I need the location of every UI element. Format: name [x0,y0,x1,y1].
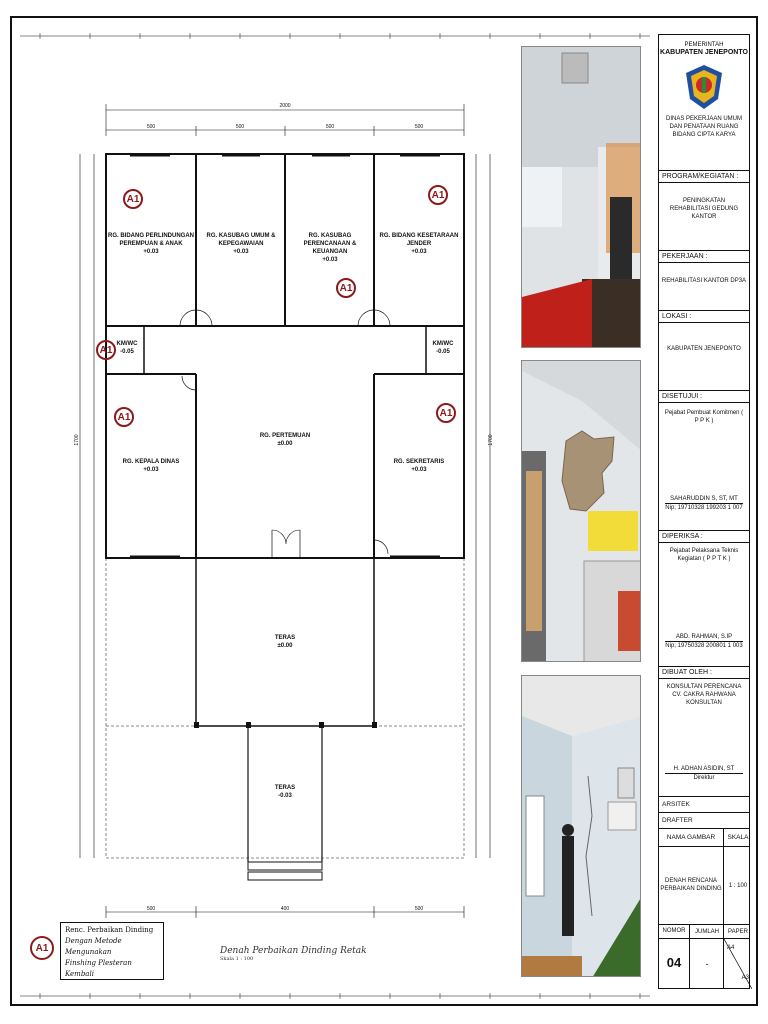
a1-legend-marker: A1 [30,936,54,960]
tb-number-values: 04 - A4 A3 [659,939,749,989]
dim-bottom1: 500 [146,906,156,912]
dim-bottom2: 400 [280,906,290,912]
dim-bottom3: 500 [414,906,424,912]
tb-drawing-name: DENAH RENCANA PERBAIKAN DINDING 1 : 100 [659,847,749,925]
a1-marker: A1 [436,403,456,423]
a1-marker: A1 [114,407,134,427]
site-photo-exterior-wall [521,675,641,977]
dim-seg1: 500 [146,124,156,130]
room-teras-front: TERAS -0.03 [274,785,296,799]
room-kasubag-umum: RG. KASUBAG UMUM & KEPEGAWAIAN +0.03 [206,233,276,255]
room-sekretaris: RG. SEKRETARIS +0.03 [393,459,445,473]
tb-lokasi: LOKASI : KABUPATEN JENEPONTO [659,311,749,391]
dim-left: 1700 [74,434,80,446]
room-kmwc-right: KM/WC -0.05 [432,341,454,355]
tb-disetujui: DISETUJUI : Pejabat Pembuat Komitmen ( P P K ) SAHARUDDIN S, ST, MT Nip; 19710328 199203 1 007 [659,391,749,531]
tb-program: PROGRAM/KEGIATAN : PENINGKATAN REHABILITASI GEDUNG KANTOR [659,171,749,251]
legend-text: Renc. Perbaikan Dinding Dengan Metode Mengunakan Finshing Plesteran Kembali [60,922,164,980]
room-kasubag-perencanaan: RG. KASUBAG PERENCANAAN & KEUANGAN +0.03 [303,233,357,263]
paper-size: A4 A3 [723,939,752,989]
dim-right: 1700 [488,434,494,446]
title-block [658,34,750,989]
site-photo-cracked-wall [521,360,641,662]
tb-diperiksa: DIPERIKSA : Pejabat Pelaksana Teknis Kegiatan ( P P T K ) ABD. RAHMAN, S.IP Nip; 19750328 200801 1 003 [659,531,749,667]
room-teras-main: TERAS ±0.00 [274,635,296,649]
room-kesetaraan-jender: RG. BIDANG KESETARAAN JENDER +0.03 [379,233,459,255]
tb-pekerjaan: PEKERJAAN : REHABILITASI KANTOR DP3A [659,251,749,311]
tb-number-header: NOMOR JUMLAH PAPER [659,925,749,939]
tb-drafter: DRAFTER [659,813,749,829]
legend [28,918,168,984]
a1-marker: A1 [336,278,356,298]
tb-arsitek: ARSITEK [659,797,749,813]
a1-marker: A1 [123,189,143,209]
a1-marker: A1 [96,340,116,360]
dim-seg4: 500 [414,124,424,130]
tb-drawing-header: NAMA GAMBAR SKALA [659,829,749,847]
regency-logo [684,63,724,111]
site-photo-office-interior [521,46,641,348]
dim-total: 2000 [279,103,291,109]
room-kmwc-left: KM/WC -0.05 [116,341,138,355]
room-pertemuan: RG. PERTEMUAN ±0.00 [259,433,311,447]
dim-seg2: 500 [235,124,245,130]
tb-dibuat-oleh: DIBUAT OLEH : KONSULTAN PERENCANA CV. CAKRA RAHWANA KONSULTAN H. ADHAN ASIDIN, ST Direktur [659,667,749,797]
room-kepala-dinas: RG. KEPALA DINAS +0.03 [122,459,180,473]
a1-marker: A1 [428,185,448,205]
dim-seg3: 500 [325,124,335,130]
plan-caption: Denah Perbaikan Dinding Retak Skala 1 : 100 [220,946,367,962]
room-perlindungan: RG. BIDANG PERLINDUNGAN PEREMPUAN & ANAK +0.03 [108,233,195,255]
tb-header: PEMERINTAH KABUPATEN JENEPONTO DINAS PEKERJAAN UMUM DAN PENATAAN RUANG BIDANG CIPTA KARYA [659,35,749,171]
